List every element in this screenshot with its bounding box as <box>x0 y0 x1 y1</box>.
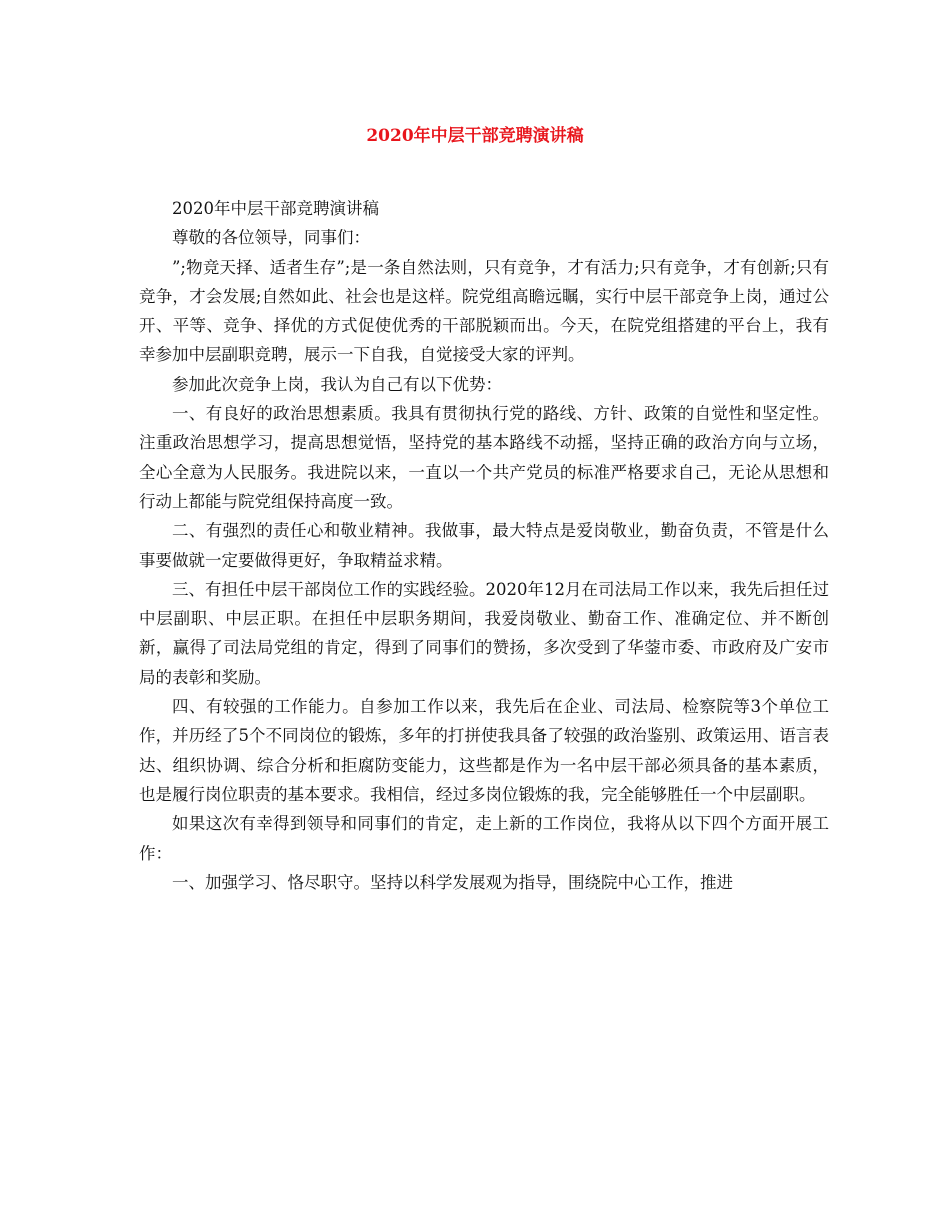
paragraph-advantages-lead: 参加此次竞争上岗，我认为自己有以下优势： <box>172 374 502 394</box>
paragraph-heading-repeat: 2020年中层干部竞聘演讲稿 <box>172 199 379 218</box>
document-title: 2020年中层干部竞聘演讲稿 <box>366 126 584 146</box>
paragraph-intro: ”;物竞天择、适者生存”;是一条自然法则，只有竞争，才有活力;只有竞争，才有创新;只有竞争，才会发展;自然如此、社会也是这样。院党组高瞻远瞩，实行中层干部竞争上岗，通过公开、平等、竞争、择优的方式促使优秀的干部脱颖而出。今天，在院党组搭建的平台上，我有幸参加中层副职竞聘，展示一下自我，自觉接受大家的评判。 <box>139 257 829 365</box>
document-body <box>139 194 829 897</box>
paragraph-advantage-4: 四、有较强的工作能力。自参加工作以来，我先后在企业、司法局、检察院等3个单位工作，并历经了5个不同岗位的锻炼，多年的打拼使我具备了较强的政治鉴别、政策运用、语言表达、组织协调、综合分析和拒腐防变能力，这些都是作为一名中层干部必须具备的基本素质，也是履行岗位职责的基本要求。我相信，经过多岗位锻炼的我，完全能够胜任一个中层副职。 <box>139 697 829 804</box>
paragraph-plan-lead: 如果这次有幸得到领导和同事们的肯定，走上新的工作岗位，我将从以下四个方面开展工作： <box>139 814 829 863</box>
paragraph-advantage-2: 二、有强烈的责任心和敬业精神。我做事，最大特点是爱岗敬业，勤奋负责，不管是什么事要做就一定要做得更好，争取精益求精。 <box>139 521 829 570</box>
paragraph-advantage-3: 三、有担任中层干部岗位工作的实践经验。2020年12月在司法局工作以来，我先后担任过中层副职、中层正职。在担任中层职务期间，我爱岗敬业、勤奋工作、准确定位、并不断创新，赢得了司法局党组的肯定，得到了同事们的赞扬，多次受到了华蓥市委、市政府及广安市局的表彰和奖励。 <box>139 579 829 687</box>
paragraph-plan-1: 一、加强学习、恪尽职守。坚持以科学发展观为指导，围绕院中心工作，推进 <box>172 872 733 892</box>
paragraph-salutation: 尊敬的各位领导，同事们： <box>172 228 370 248</box>
paragraph-advantage-1: 一、有良好的政治思想素质。我具有贯彻执行党的路线、方针、政策的自觉性和坚定性。注重政治思想学习，提高思想觉悟，坚持党的基本路线不动摇，坚持正确的政治方向与立场，全心全意为人民服务。我进院以来，一直以一个共产党员的标准严格要求自己，无论从思想和行动上都能与院党组保持高度一致。 <box>139 404 829 511</box>
